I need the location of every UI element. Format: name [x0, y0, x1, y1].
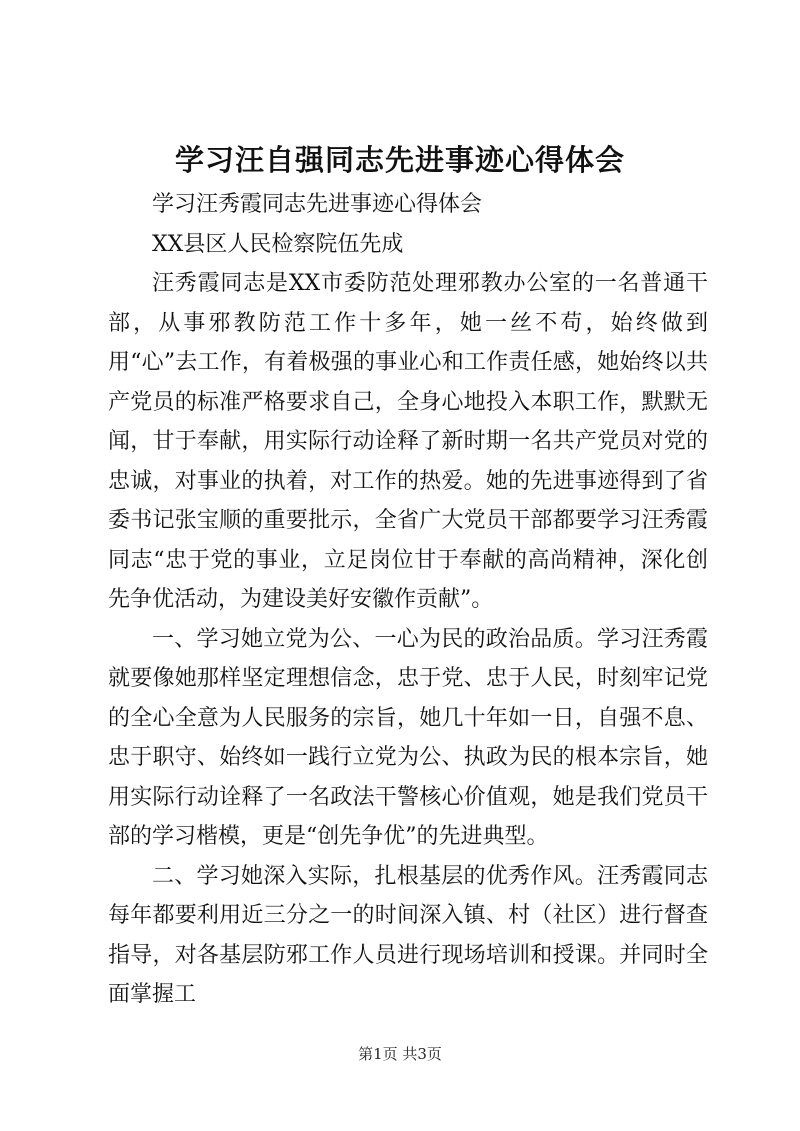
page-footer: 第1页 共3页 [358, 1045, 442, 1063]
body-paragraph: 一、学习她立党为公、一心为民的政治品质。学习汪秀霞就要像她那样坚定理想信念，忠于党、忠于人民，时刻牢记党的全心全意为人民服务的宗旨，她几十年如一日，自强不息、忠于职守、始终如一践行立党为公、执政为民的根本宗旨，她用实际行动诠释了一名政法干警核心价值观，她是我们党员干部的学习楷模，更是“创先争优”的先进典型。 [108, 626, 708, 849]
body-paragraph: 二、学习她深入实际，扎根基层的优秀作风。汪秀霞同志每年都要利用近三分之一的时间深入镇、村（社区）进行督查指导，对各基层防邪工作人员进行现场培训和授课。并同时全面掌握工 [108, 863, 708, 1007]
document-body [108, 185, 708, 1015]
body-paragraph: 汪秀霞同志是XX市委防范处理邪教办公室的一名普通干部，从事邪教防范工作十多年，她一丝不苟，始终做到用“心”去工作，有着极强的事业心和工作责任感，她始终以共产党员的标准严格要求自己，全身心地投入本职工作，默默无闻，甘于奉献，用实际行动诠释了新时期一名共产党员对党的忠诚，对事业的执着，对工作的热爱。她的先进事迹得到了省委书记张宝顺的重要批示，全省广大党员干部都要学习汪秀霞同志“忠于党的事业，立足岗位甘于奉献的高尚精神，深化创先争优活动，为建设美好安徽作贡献”。 [108, 271, 708, 612]
author-paragraph: XX县区人民检察院伍先成 [152, 231, 404, 257]
document-title: 学习汪自强同志先进事迹心得体会 [174, 143, 625, 177]
subtitle-paragraph: 学习汪秀霞同志先进事迹心得体会 [152, 192, 483, 217]
